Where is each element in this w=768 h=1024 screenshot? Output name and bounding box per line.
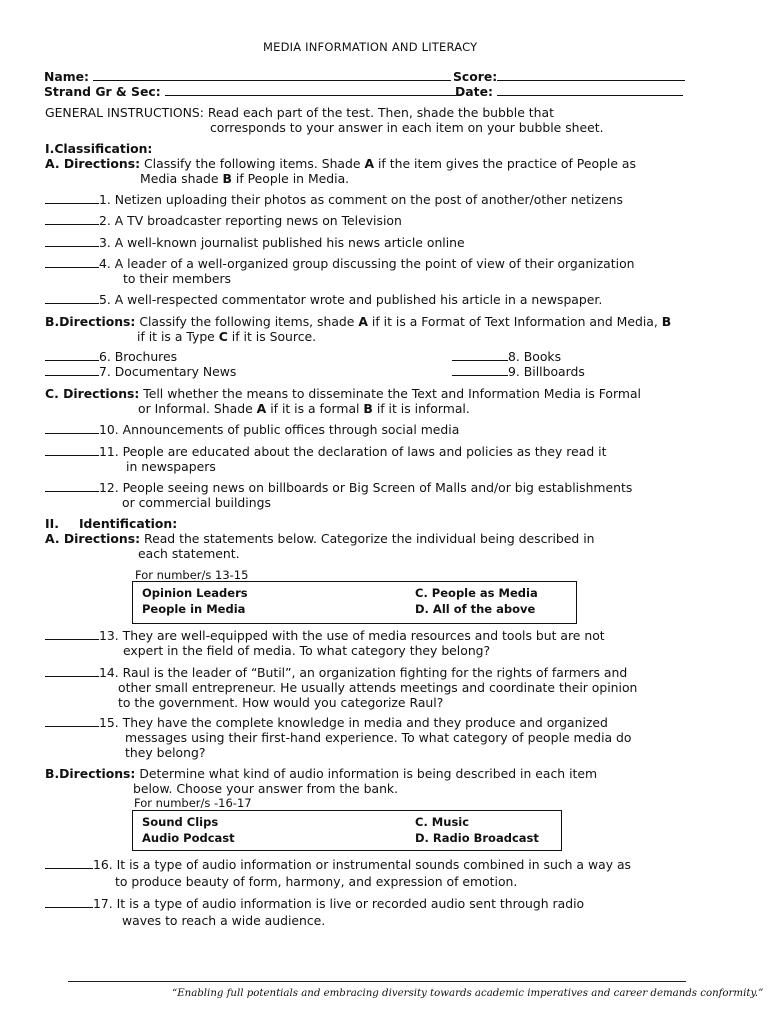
date-row: [455, 84, 683, 99]
question-text: 14. Raul is the leader of “Butil”, an organization fighting for the rights of farmers and: [99, 665, 628, 680]
question-text: 3. A well-known journalist published his news article online: [99, 235, 465, 250]
bank1-option-2: People in Media: [142, 602, 246, 616]
score-label: Score:: [453, 69, 498, 84]
question-12: [45, 480, 632, 495]
question-text: 7. Documentary News: [99, 364, 237, 379]
question-text: 15. They have the complete knowledge in media and they produce and organized: [99, 715, 608, 730]
option-letter: A: [256, 401, 267, 416]
answer-blank[interactable]: [45, 192, 99, 204]
instructions-label: GENERAL INSTRUCTIONS:: [45, 105, 204, 120]
score-row: [453, 69, 685, 84]
question-9: [452, 364, 585, 379]
answer-blank[interactable]: [45, 422, 99, 434]
name-row: [44, 69, 451, 84]
question-3: [45, 235, 465, 250]
footer-divider: [68, 981, 686, 982]
part1-heading-text: I.Classification:: [45, 141, 153, 156]
question-text: 6. Brochures: [99, 349, 178, 364]
part1-heading: [45, 141, 152, 156]
answer-blank[interactable]: [45, 292, 99, 304]
question-15-line2: messages using their first-hand experience. To what category of people media do: [125, 730, 632, 745]
bank1-option-1: Opinion Leaders: [142, 586, 248, 600]
question-17-line2: waves to reach a wide audience.: [122, 913, 326, 928]
question-1: [45, 192, 623, 207]
name-field[interactable]: [93, 69, 451, 81]
answer-bank-2: [132, 810, 562, 851]
bank2-option-4: D. Radio Broadcast: [415, 831, 539, 845]
part2-heading: [45, 516, 177, 531]
question-text: 4. A leader of a well-organized group discussing the point of view of their organization: [99, 256, 635, 271]
answer-blank[interactable]: [45, 896, 93, 908]
date-label: Date:: [455, 84, 493, 99]
question-13-line2: expert in the field of media. To what category they belong?: [123, 643, 491, 658]
text: if it is a formal: [266, 401, 364, 416]
bank1-option-3: C. People as Media: [415, 586, 538, 600]
answer-blank[interactable]: [452, 364, 508, 376]
option-letter: B: [222, 171, 232, 186]
text: Tell whether the means to disseminate the Text and Information Media is Formal: [139, 386, 641, 401]
question-6: [45, 349, 177, 364]
part2-a-directions-line2: each statement.: [138, 546, 240, 561]
question-text: 9. Billboards: [508, 364, 585, 379]
part1-a-label: A. Directions:: [45, 156, 141, 171]
question-text: 8. Books: [508, 349, 562, 364]
part2-b-directions-line2: below. Choose your answer from the bank.: [133, 781, 399, 796]
question-text: 13. They are well-equipped with the use of media resources and tools but are not: [99, 628, 605, 643]
option-letter: A: [364, 156, 375, 171]
part1-a-directions: [45, 156, 636, 171]
text: Read the statements below. Categorize the individual being described in: [140, 531, 595, 546]
question-16-line2: to produce beauty of form, harmony, and expression of emotion.: [115, 874, 518, 889]
question-text: 2. A TV broadcaster reporting news on Television: [99, 213, 402, 228]
bank2-caption: For number/s -16-17: [134, 796, 252, 810]
score-field[interactable]: [497, 69, 685, 81]
part1-c-directions-line2: [138, 401, 470, 416]
text: Classify the following items. Shade: [140, 156, 365, 171]
document-title: MEDIA INFORMATION AND LITERACY: [263, 40, 478, 54]
bank2-option-3: C. Music: [415, 815, 470, 829]
answer-bank-1: [132, 581, 577, 624]
answer-blank[interactable]: [45, 480, 99, 492]
strand-field[interactable]: [165, 84, 456, 96]
question-text: 17. It is a type of audio information is live or recorded audio sent through radio: [93, 896, 585, 911]
instructions-line1: Read each part of the test. Then, shade the bubble that: [203, 105, 554, 120]
question-15: [45, 715, 608, 730]
part2-b-label: B.Directions:: [45, 766, 136, 781]
text: Classify the following items, shade: [135, 314, 359, 329]
question-8: [452, 349, 561, 364]
answer-blank[interactable]: [452, 349, 508, 361]
part1-b-directions: [45, 314, 671, 329]
text: if People in Media.: [231, 171, 350, 186]
question-text: 11. People are educated about the declaration of laws and policies as they read it: [99, 444, 607, 459]
option-letter: B: [363, 401, 373, 416]
answer-blank[interactable]: [45, 665, 99, 677]
option-letter: A: [358, 314, 368, 329]
part2-heading-text: Identification:: [78, 516, 178, 531]
answer-blank[interactable]: [45, 213, 99, 225]
question-text: 12. People seeing news on billboards or Big Screen of Malls and/or big establishments: [99, 480, 633, 495]
answer-blank[interactable]: [45, 235, 99, 247]
answer-blank[interactable]: [45, 349, 99, 361]
question-11-line2: in newspapers: [126, 459, 216, 474]
date-field[interactable]: [497, 84, 683, 96]
question-16: [45, 857, 631, 872]
name-label: Name:: [44, 69, 90, 84]
part1-b-directions-line2: [137, 329, 316, 344]
question-7: [45, 364, 236, 379]
question-17: [45, 896, 584, 911]
question-15-line3: they belong?: [125, 745, 206, 760]
part2-a-label: A. Directions:: [45, 531, 141, 546]
option-letter: B: [661, 314, 672, 329]
strand-label: Strand Gr & Sec:: [44, 84, 161, 99]
question-14-line3: to the government. How would you categorize Raul?: [118, 695, 444, 710]
text: if it is informal.: [372, 401, 470, 416]
text: Media shade: [140, 171, 223, 186]
bank1-caption: For number/s 13-15: [135, 568, 249, 582]
question-4-line2: to their members: [123, 271, 231, 286]
text: if the item gives the practice of People as: [374, 156, 636, 171]
answer-blank[interactable]: [45, 364, 99, 376]
question-2: [45, 213, 402, 228]
part1-c-label: C. Directions:: [45, 386, 140, 401]
part1-a-directions-line2: [140, 171, 349, 186]
question-12-line2: or commercial buildings: [122, 495, 271, 510]
bank2-option-1: Sound Clips: [142, 815, 219, 829]
text: if it is a Type: [137, 329, 219, 344]
text: if it is a Format of Text Information and Media,: [367, 314, 662, 329]
question-4: [45, 256, 635, 271]
part1-c-directions: [45, 386, 641, 401]
question-14: [45, 665, 627, 680]
option-letter: C: [218, 329, 228, 344]
question-13: [45, 628, 605, 643]
part2-b-directions: [45, 766, 597, 781]
answer-blank[interactable]: [45, 444, 99, 456]
question-11: [45, 444, 606, 459]
answer-blank[interactable]: [45, 256, 99, 268]
question-5: [45, 292, 602, 307]
question-10: [45, 422, 459, 437]
bank2-option-2: Audio Podcast: [142, 831, 235, 845]
question-text: 10. Announcements of public offices through social media: [99, 422, 460, 437]
question-14-line2: other small entrepreneur. He usually attends meetings and coordinate their opinion: [118, 680, 638, 695]
instructions-line2: corresponds to your answer in each item on your bubble sheet.: [210, 120, 604, 135]
strand-row: [44, 84, 456, 99]
bank1-option-4: D. All of the above: [415, 602, 536, 616]
answer-blank[interactable]: [45, 857, 93, 869]
part2-a-directions: [45, 531, 595, 546]
question-text: 5. A well-respected commentator wrote and published his article in a newspaper.: [99, 292, 603, 307]
footer-motto: “Enabling full potentials and embracing diversity towards academic imperatives and career demands conformity.”: [172, 988, 764, 999]
answer-blank[interactable]: [45, 628, 99, 640]
question-text: 16. It is a type of audio information or instrumental sounds combined in such a way as: [93, 857, 632, 872]
part2-heading-num: II.: [45, 516, 59, 531]
text: if it is Source.: [227, 329, 317, 344]
text: Determine what kind of audio information is being described in each item: [135, 766, 598, 781]
part1-b-label: B.Directions:: [45, 314, 136, 329]
text: or Informal. Shade: [138, 401, 257, 416]
question-text: 1. Netizen uploading their photos as comment on the post of another/other netizens: [99, 192, 623, 207]
general-instructions: [45, 105, 554, 120]
answer-blank[interactable]: [45, 715, 99, 727]
